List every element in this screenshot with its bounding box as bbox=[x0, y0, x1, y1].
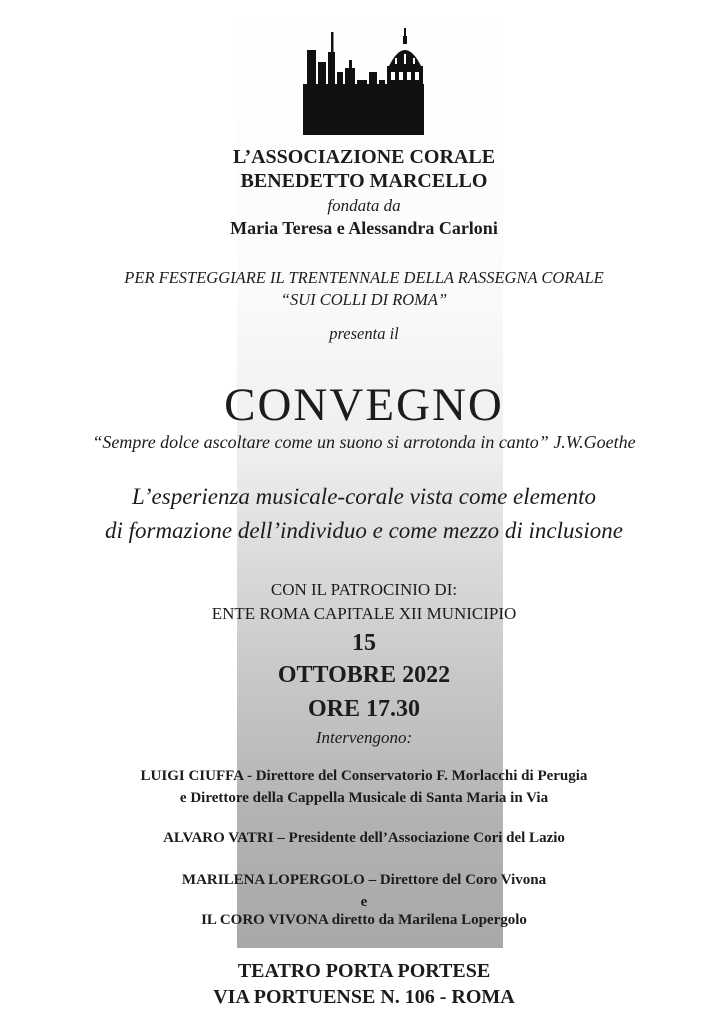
speaker-1-line1: LUIGI CIUFFA - Direttore del Conservatorio F. Morlacchi di Perugia bbox=[140, 768, 588, 784]
patronage-entity: ENTE ROMA CAPITALE XII MUNICIPIO bbox=[211, 604, 517, 623]
goethe-quote: “Sempre dolce ascoltare come un suono si arrotonda in canto” J.W.Goethe bbox=[92, 432, 636, 452]
patronage-label: CON IL PATROCINIO DI: bbox=[270, 580, 458, 599]
event-title: CONVEGNO bbox=[224, 379, 504, 431]
speaker-2: ALVARO VATRI – Presidente dell’Associazione Cori del Lazio bbox=[163, 830, 565, 846]
speaker-1-line2: e Direttore della Cappella Musicale di Santa Maria in Via bbox=[179, 790, 549, 806]
event-month-year: OTTOBRE 2022 bbox=[277, 662, 451, 688]
event-day: 15 bbox=[352, 630, 376, 656]
city-skyline-dome-icon bbox=[303, 14, 424, 135]
venue-address: VIA PORTUENSE N. 106 - ROMA bbox=[213, 986, 515, 1008]
speaker-3-line2: IL CORO VIVONA diretto da Marilena Lopergolo bbox=[201, 912, 527, 928]
event-time: ORE 17.30 bbox=[307, 696, 420, 722]
speaker-3-conjunction: e bbox=[360, 894, 368, 910]
event-subtitle-line2: di formazione dell’individuo e come mezzo di inclusione bbox=[104, 518, 624, 543]
presents-label: presenta il bbox=[329, 324, 399, 343]
occasion-line1: PER FESTEGGIARE IL TRENTENNALE DELLA RASSEGNA CORALE bbox=[124, 268, 604, 287]
speakers-label: Intervengono: bbox=[315, 728, 413, 747]
org-name-line1: L’ASSOCIAZIONE CORALE bbox=[232, 146, 496, 168]
venue-name: TEATRO PORTA PORTESE bbox=[237, 960, 491, 982]
org-name-line2: BENEDETTO MARCELLO bbox=[240, 170, 488, 192]
founded-by-label: fondata da bbox=[327, 196, 401, 215]
occasion-line2: “SUI COLLI DI ROMA” bbox=[280, 290, 448, 309]
event-subtitle-line1: L’esperienza musicale-corale vista come elemento bbox=[131, 484, 597, 509]
founders-names: Maria Teresa e Alessandra Carloni bbox=[230, 218, 498, 238]
speaker-3-line1: MARILENA LOPERGOLO – Direttore del Coro Vivona bbox=[181, 872, 547, 888]
